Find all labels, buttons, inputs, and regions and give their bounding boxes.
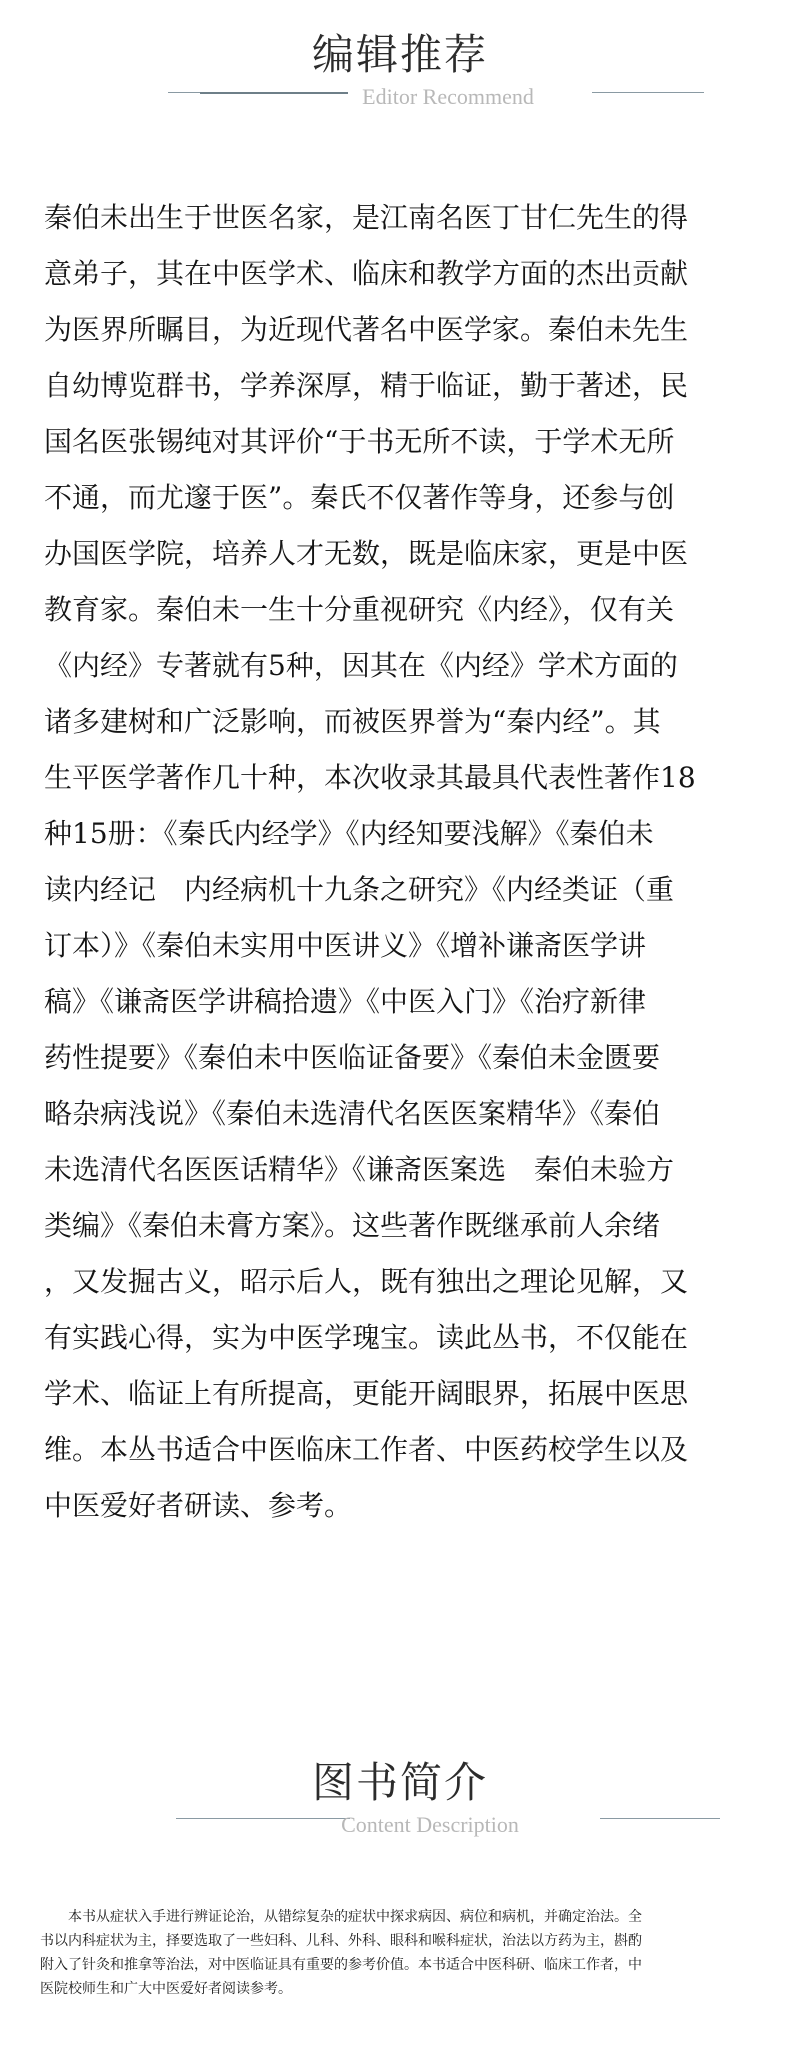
editor-text-line: 类编》《秦伯未膏方案》。这些著作既继承前人余绪 bbox=[44, 1209, 661, 1242]
editor-text-line: 自幼博览群书，学养深厚，精于临证，勤于著述，民 bbox=[44, 369, 689, 402]
editor-text-line: 种15册：《秦氏内经学》《内经知要浅解》《秦伯未 bbox=[44, 817, 654, 850]
editor-text-line: 诸多建树和广泛影响，而被医界誉为“秦内经”。其 bbox=[44, 705, 661, 738]
editor-recommend-subtitle: Editor Recommend bbox=[362, 84, 534, 109]
editor-text-line: 秦伯未出生于世医名家，是江南名医丁甘仁先生的得 bbox=[44, 201, 689, 234]
content-description-title: 图书简介 bbox=[311, 1758, 488, 1807]
editor-text-line: 有实践心得，实为中医学瑰宝。读此丛书，不仅能在 bbox=[44, 1321, 689, 1354]
content-description-subtitle: Content Description bbox=[341, 1812, 519, 1837]
content-text-line: 书以内科症状为主，择要选取了一些妇科、儿科、外科、眼科和喉科症状，治法以方药为主，斟酌 bbox=[40, 1933, 642, 1949]
editor-recommend-body bbox=[44, 190, 756, 1534]
editor-text-line: ，又发掘古义，昭示后人，既有独出之理论见解，又 bbox=[44, 1265, 689, 1298]
editor-text-line: 办国医学院，培养人才无数，既是临床家，更是中医 bbox=[44, 537, 689, 570]
editor-divider-right bbox=[592, 92, 704, 93]
content-divider-right bbox=[600, 1818, 720, 1819]
content-text-line: 医院校师生和广大中医爱好者阅读参考。 bbox=[40, 1981, 292, 1997]
editor-text-line: 读内经记 内经病机十九条之研究》《内经类证（重 bbox=[44, 873, 675, 906]
editor-text-line: 中医爱好者研读、参考。 bbox=[44, 1489, 353, 1522]
editor-text-line: 未选清代名医医话精华》《谦斋医案选 秦伯未验方 bbox=[44, 1153, 675, 1186]
editor-text-line: 稿》《谦斋医学讲稿拾遗》《中医入门》《治疗新律 bbox=[44, 985, 647, 1018]
editor-text-line: 生平医学著作几十种，本次收录其最具代表性著作18 bbox=[44, 761, 696, 794]
editor-text-line: 为医界所瞩目，为近现代著名中医学家。秦伯未先生 bbox=[44, 313, 689, 346]
content-text-line: 附入了针灸和推拿等治法，对中医临证具有重要的参考价值。本书适合中医科研、临床工作者，中 bbox=[40, 1957, 642, 1973]
content-text-line: 本书从症状入手进行辨证论治，从错综复杂的症状中探求病因、病位和病机，并确定治法。全 bbox=[40, 1909, 642, 1925]
editor-text-line: 维。本丛书适合中医临床工作者、中医药校学生以及 bbox=[44, 1433, 689, 1466]
editor-text-line: 略杂病浅说》《秦伯未选清代名医医案精华》《秦伯 bbox=[44, 1097, 661, 1130]
content-description-body bbox=[40, 1905, 766, 2001]
editor-text-line: 订本）》《秦伯未实用中医讲义》《增补谦斋医学讲 bbox=[44, 929, 647, 962]
editor-text-line: 国名医张锡纯对其评价“于书无所不读，于学术无所 bbox=[44, 425, 675, 458]
editor-text-line: 学术、临证上有所提高，更能开阔眼界，拓展中医思 bbox=[44, 1377, 689, 1410]
editor-text-line: 不通，而尤邃于医”。秦氏不仅著作等身，还参与创 bbox=[44, 481, 675, 514]
editor-text-line: 《内经》专著就有5种，因其在《内经》学术方面的 bbox=[44, 649, 678, 682]
editor-text-line: 教育家。秦伯未一生十分重视研究《内经》，仅有关 bbox=[44, 593, 675, 626]
editor-recommend-title: 编辑推荐 bbox=[311, 30, 488, 79]
editor-text-line: 药性提要》《秦伯未中医临证备要》《秦伯未金匮要 bbox=[44, 1041, 661, 1074]
editor-text-line: 意弟子，其在中医学术、临床和教学方面的杰出贡献 bbox=[44, 257, 689, 290]
